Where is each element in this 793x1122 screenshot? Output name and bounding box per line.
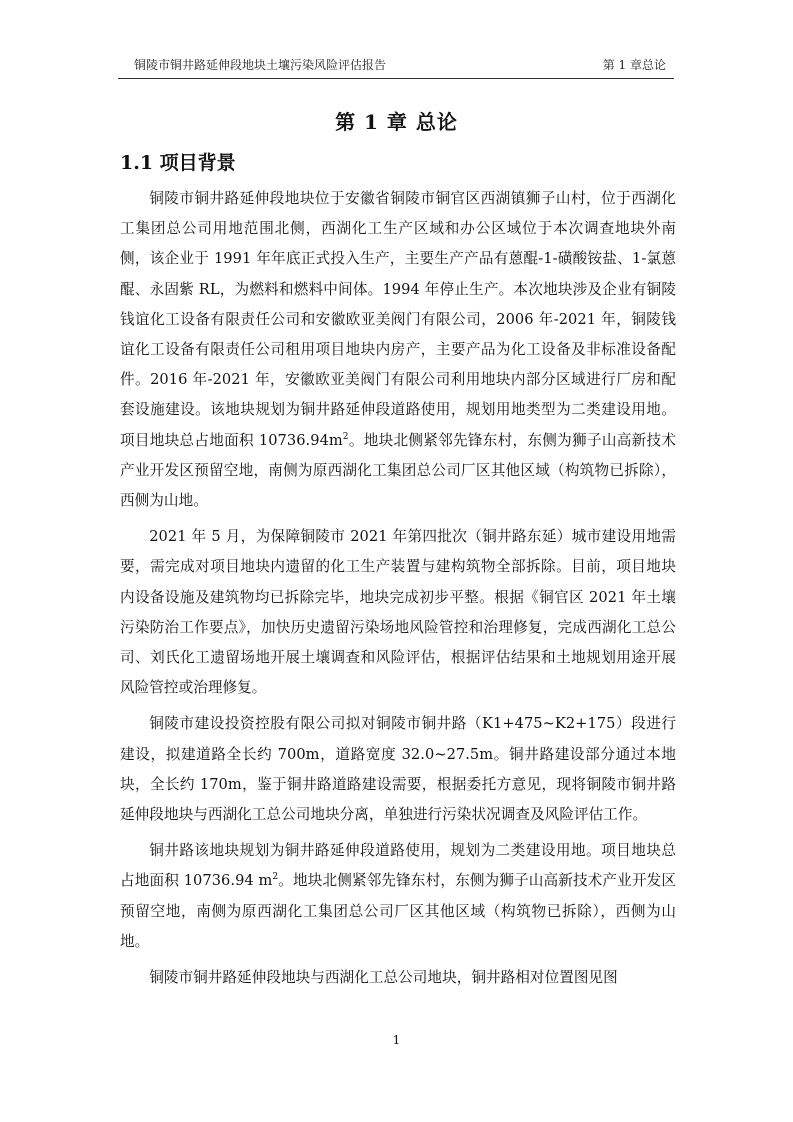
header-chapter-label: 第 1 章总论 xyxy=(602,58,666,72)
section-title: 1.1 项目背景 xyxy=(120,152,236,174)
superscript: 2 xyxy=(342,431,349,442)
paragraph-1-text: 铜陵市铜井路延伸段地块位于安徽省铜陵市铜官区西湖镇狮子山村，位于西湖化工集团总公司用地范围北侧，西湖化工生产区域和办公区域位于本次调查地块外南侧，该企业于 1991 年年底正式投入生产，主要生产产品有蒽醌-1-磺酸铵盐、1-氯蒽醌、永固紫 RL，为燃料和燃料中间体。1994 年停止生产。本次地块涉及企业有铜陵钱谊化工设备有限责任公司和安徽欧亚美阀门有限公司，2006 年-2021 年，铜陵钱谊化工设备有限责任公司租用项目地块内房产，主要产品为化工设备及非标准设备配件。2016 年-2021 年，安徽欧亚美阀门有限公司利用地块内部分区域进行厂房和配套设施建设。该地块规划为铜井路延伸段道路使用，规划用地类型为二类建设用地。项目地块总占地面积 10736.94m xyxy=(120,190,676,449)
chapter-title: 第 1 章 总论 xyxy=(335,110,458,134)
page-header xyxy=(118,56,674,78)
document-body xyxy=(120,184,676,999)
header-report-title: 铜陵市铜井路延伸段地块土壤污染风险评估报告 xyxy=(134,58,387,72)
paragraph-4-text-end: 。地块北侧紧邻先锋东村，东侧为狮子山高新技术产业开发区预留空地，南侧为原西湖化工集团总公司厂区其他区域（构筑物已拆除），西侧为山地。 xyxy=(120,872,676,950)
paragraph-1 xyxy=(120,184,676,516)
paragraph-2: 2021 年 5 月，为保障铜陵市 2021 年第四批次（铜井路东延）城市建设用地需要，需完成对项目地块内遗留的化工生产装置与建构筑物全部拆除。目前，项目地块内设备设施及建筑物均已拆除完毕，地块完成初步平整。根据《铜官区 2021 年土壤污染防治工作要点》，加快历史遗留污染场地风险管控和治理修复，完成西湖化工总公司、刘氏化工遗留场地开展土壤调查和风险评估，根据评估结果和土地规划用途开展风险管控或治理修复。 xyxy=(120,528,676,697)
superscript: 2 xyxy=(272,872,279,883)
paragraph-4 xyxy=(120,836,676,957)
paragraph-3: 铜陵市建设投资控股有限公司拟对铜陵市铜井路（K1+475~K2+175）段进行建设，拟建道路全长约 700m，道路宽度 32.0~27.5m。铜井路建设部分通过本地块，全长约 170m，鉴于铜井路道路建设需要，根据委托方意见，现将铜陵市铜井路延伸段地块与西湖化工总公司地块分离，单独进行污染状况调查及风险评估工作。 xyxy=(120,715,676,824)
page-number: 1 xyxy=(392,1033,401,1047)
header-rule xyxy=(118,78,674,79)
paragraph-1-text-end: 。地块北侧紧邻先锋东村，东侧为狮子山高新技术产业开发区预留空地，南侧为原西湖化工集团总公司厂区其他区域（构筑物已拆除），西侧为山地。 xyxy=(120,431,676,510)
paragraph-4-text: 铜井路该地块规划为铜井路延伸段道路使用，规划为二类建设用地。项目地块总占地面积 10736.94 m xyxy=(120,842,676,890)
paragraph-5: 铜陵市铜井路延伸段地块与西湖化工总公司地块，铜井路相对位置图见图 xyxy=(149,969,618,987)
